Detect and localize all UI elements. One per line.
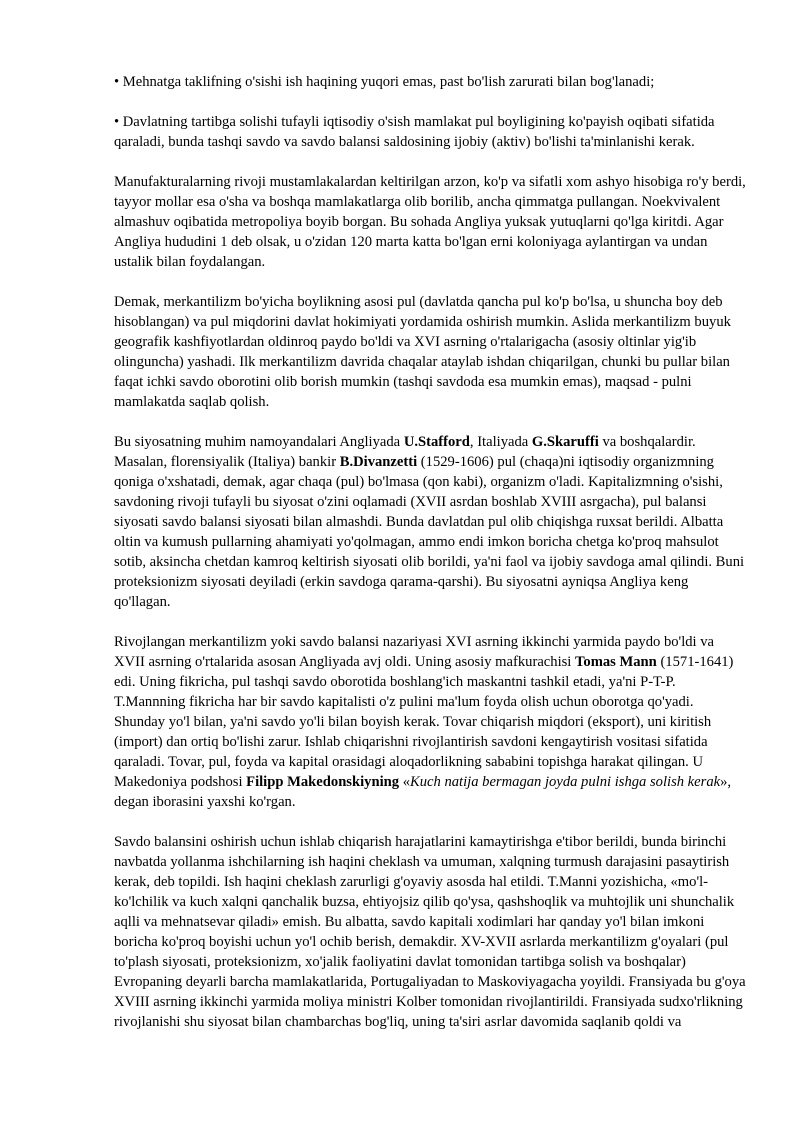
text-run: « [399,774,410,790]
text-run: Bu siyosatning muhim namoyandalari Angliyada [114,434,404,450]
person-name-tomas-mann: Tomas Mann [575,654,657,670]
paragraph-mercantilism-definition: Demak, merkantilizm bo'yicha boylikning asosi pul (davlatda qancha pul ko'p bo'lsa, u shuncha boy deb hisoblangan) va pul miqdorini davlat hokimiyati yordamida oshirish mumkin. Aslida merkantilizm buyuk geografik kashfiyotlardan oldinroq paydo bo'ldi va XVI asrning o'rtalarigacha (asosiy oltinlar yig'ib olinguncha) yashadi. Ilk merkantilizm davrida chaqalar ataylab ishdan chiqarilgan, chunki bu pullar bilan faqat ichki savdo oborotini olib borish mumkin (tashqi savdoda esa mumkin emas), maqsad - pulni mamlakatda saqlab qolish. [114,294,731,410]
bullet-paragraph-1: • Mehnatga taklifning o'sishi ish haqining yuqori emas, past bo'lish zarurati bilan bog'lanadi; [114,74,655,90]
person-name-stafford: U.Stafford [403,434,470,450]
person-name-skaruffi: G.Skaruffi [531,434,599,450]
quote-text: Kuch natija bermagan joyda pulni ishga solish kerak [410,774,721,790]
paragraph-trade-balance: Savdo balansini oshirish uchun ishlab chiqarish harajatlarini kamaytirishga e'tibor berildi, bunda birinchi navbatda yollanma ishchilarning ish haqini cheklash va umuman, xalqning turmush darajasini pasaytirish kerak, deb topildi. Ish haqini cheklash zarurligi g'oyaviy asosda hal etildi. T.Manni yozishicha, «mo'l-ko'lchilik va kuch xalqni qanchalik buzsa, ehtiyojsiz qilib qo'ysa, qashshoqlik va muhtojlik uni shunchalik aqlli va mehnatsevar qiladi» emish. Bu albatta, savdo kapitali xodimlari har qanday yo'l bilan imkoni boricha ko'proq boyishi uchun yo'l ochib berish, demakdir. XV-XVII asrlarda merkantilizm g'oyalari (pul to'plash siyosati, proteksionizm, xo'jalik faoliyatini davlat tomonidan tartibga solish va boshqalar) Evropaning deyarli barcha mamlakatlarida, Portugaliyadan to Maskoviyagacha yoyildi. Fransiyada bu g'oya XVIII asrning ikkinchi yarmida moliya ministri Kolber tomonidan rivojlantirildi. Fransiyada sudxo'rlikning rivojlanishi shu siyosat bilan chambarchas bog'liq, uning ta'siri asrlar davomida saqlanib qoldi va [114,834,746,1030]
paragraph-developed-mercantilism [114,632,746,812]
paragraph-manufactures: Manufakturalarning rivoji mustamlakalardan keltirilgan arzon, ko'p va sifatli xom ashyo hisobiga ro'y berdi, tayyor mollar esa o'sha va boshqa mamlakatlarga olib borilib, ancha qimmatga pullangan. Noekvivalent almashuv oqibatida metropoliya boyib borgan. Bu sohada Angliya yuksak yutuqlarni qo'lga kiritdi. Agar Angliya hududini 1 deb olsak, u o'zidan 120 marta katta bo'lgan erni koloniyaga aylantirgan va undan ustalik bilan foydalangan. [114,174,746,270]
text-run: (1571-1641) edi. Uning fikricha, pul tashqi savdo oborotida boshlang'ich maskantni tashkil etadi, ya'ni P-T-P. T.Mannning fikricha har bir savdo kapitalisti o'z pulini ma'lum foyda olish uchun oborotga qo'yadi. Shunday yo'l bilan, ya'ni savdo yo'li bilan boyish kerak. Tovar chiqarish miqdori (eksport), uni kiritish (import) dan ortiq bo'lishi zarur. Ishlab chiqarishni rivojlantirish savdoni kengaytirish vositasi sifatida qaraladi. Tovar, pul, foyda va kapital orasidagi aloqadorlikning sababini topishga harakat qilingan. U Makedoniya podshosi [114,654,734,790]
text-run: , Italiyada [469,434,532,450]
paragraph-representatives [114,432,746,612]
text-run: Rivojlangan merkantilizm yoki savdo balansi nazariyasi XVI asrning ikkinchi yarmida paydo bo'ldi va XVII asrning o'rtalarida asosan Angliyada avj oldi. Uning asosiy mafkurachisi [114,634,715,670]
text-run: (1529-1606) pul (chaqa)ni iqtisodiy organizmning qoniga o'xshatadi, demak, agar chaqa (pul) bo'lmasa (qon kabi), organizm o'ladi. Kapitalizmning o'sishi, savdoning rivoji tufayli bu siyosat o'zini oqlamadi (XVII asrdan boshlab XVIII asrgacha), pul balansi siyosati savdo balansi siyosati bilan almashdi. Bunda davlatdan pul olib chiqishga ruxsat berildi. Albatta oltin va kumush pullarning ahamiyati yo'qolmagan, ammo endi imkon boricha chetga ko'proq mahsulot sotib, aksincha chetdan kamroq keltirish siyosati olib borildi, ya'ni faol va ijobiy savdoga amal qilindi. Buni proteksionizm siyosati deyiladi (erkin savdoga qarama-qarshi). Bu siyosatni ayniqsa Angliya keng qo'llagan. [114,454,745,610]
text-run: », degan iborasini yaxshi ko'rgan. [114,774,732,810]
document-page [114,72,746,1052]
person-name-filipp: Filipp Makedonskiyning [246,774,400,790]
bullet-paragraph-2: • Davlatning tartibga solishi tufayli iqtisodiy o'sish mamlakat pul boyligining ko'payish oqibati sifatida qaraladi, bunda tashqi savdo va savdo balansi saldosining ijobiy (aktiv) bo'lishi ta'minlanishi kerak. [114,114,715,150]
person-name-divanzetti: B.Divanzetti [339,454,418,470]
text-run: va boshqalardir. Masalan, florensiyalik (Italiya) bankir [114,434,696,470]
